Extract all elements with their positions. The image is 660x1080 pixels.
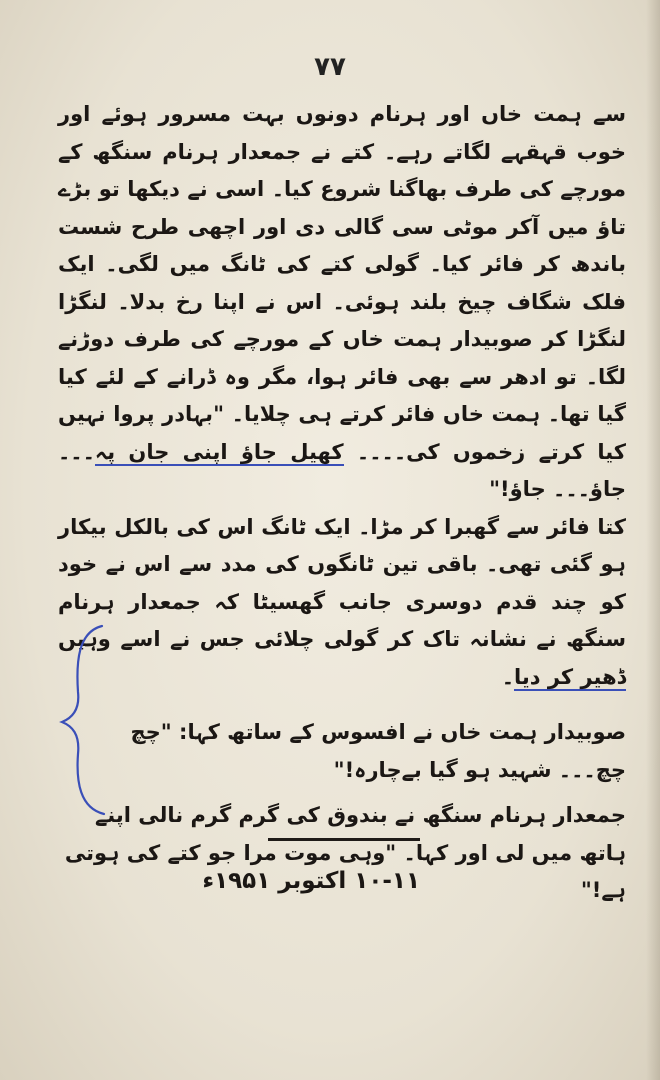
paragraph-3: صوبیدار ہمت خاں نے افسوس کے ساتھ کہا: "چچ چچ۔۔۔ شہید ہو گیا بےچارہ!"	[130, 720, 626, 782]
paragraph-1-tail: ۔۔۔ جاؤ۔۔۔ جاؤ!"	[58, 439, 626, 501]
paragraph-2-underlined: ڈھیر کر دیا	[514, 664, 626, 689]
paragraph-4: جمعدار ہرنام سنگھ نے بندوق کی گرم گرم نالی اپنے ہاتھ میں لی اور کہا۔ "وہی موت مرا جو کتے کی ہوتی ہے!"	[64, 803, 626, 902]
blue-bracket-annotation	[58, 622, 108, 818]
paragraph-2	[58, 509, 626, 697]
date-signature: ۱۰-۱۱ اکتوبر ۱۹۵۱ء	[202, 868, 420, 894]
paragraph-1-underlined: کھیل جاؤ اپنی جان پہ	[94, 439, 344, 464]
page-edge-shadow	[646, 0, 660, 1080]
paragraph-1	[58, 96, 626, 509]
paragraph-2-text: کتا فائر سے گھبرا کر مڑا۔ ایک ٹانگ اس کی بالکل بیکار ہو گئی تھی۔ باقی تین ٹانگوں کی مدد سے اس نے خود کو چند قدم دوسری جانب گھسیٹا کہ جمعدار ہرنام سنگھ نے نشانہ تاک کر گولی چلائی جس نے اسے وہیں	[58, 514, 626, 651]
section-divider	[268, 838, 420, 841]
body-text	[58, 96, 626, 910]
page-number: ۷۷	[314, 52, 346, 82]
paragraph-1-text: سے ہمت خاں اور ہرنام دونوں بہت مسرور ہوئے اور خوب قہقہے لگاتے رہے۔ کتے نے جمعدار ہرنام سنگھ کے مورچے کی طرف بھاگنا شروع کیا۔ اسی نے دیکھا تو بڑے تاؤ میں آکر موٹی سی گالی دی اور اچھی طرح شست باندھ کر فائر کیا۔ گولی کتے کی ٹانگ میں لگی۔ ایک فلک شگاف چیخ بلند ہوئی۔ اس نے اپنا رخ بدلا۔ لنگڑا لنگڑا کر صوبیدار ہمت خاں کے مورچے کی طرف دوڑنے لگا۔ تو ادھر سے بھی فائر ہوا، مگر وہ ڈرانے کے لئے کیا گیا تھا۔ ہمت خاں فائر کرتے ہی چلایا۔ "بہادر پروا نہیں کیا کرتے زخموں کی۔۔۔۔	[58, 102, 626, 464]
paragraph-2-tail: ۔	[501, 664, 514, 689]
